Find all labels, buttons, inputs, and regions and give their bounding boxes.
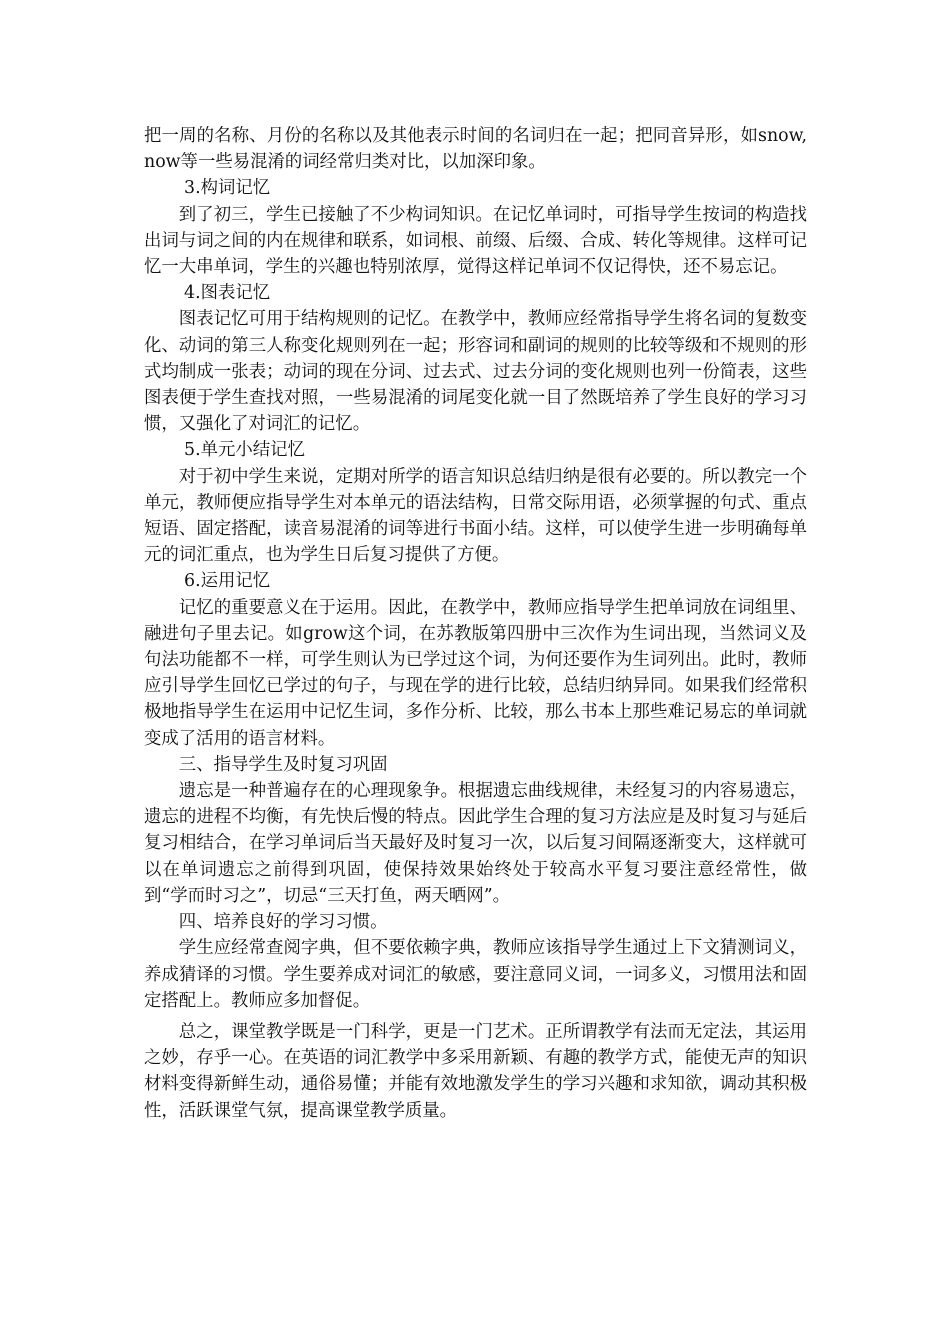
- heading-word-formation-memory: 3.构词记忆: [184, 178, 271, 199]
- heading-chart-memory: 4.图表记忆: [184, 283, 271, 304]
- paragraph-word-formation: 到了初三，学生已接触了不少构词知识。在记忆单词时，可指导学生按词的构造找出词与词之间的内在规律和联系，如词根、前缀、后缀、合成、转化等规律。这样可记忆一大串单词，学生的兴趣也特别浓厚，觉得这样记单词不仅记得快，还不易忘记。: [144, 204, 807, 278]
- paragraph-habits: 学生应经常查阅字典，但不要依赖字典，教师应该指导学生通过上下文猜测词义，养成猜译的习惯。学生要养成对词汇的敏感，要注意同义词，一词多义，习惯用法和固定搭配上。教师应多加督促。: [144, 938, 807, 1011]
- section-heading-habits: 四、培养良好的学习习惯。: [178, 912, 388, 933]
- paragraph-review: 遗忘是一种普遍存在的心理现象争。根据遗忘曲线规律，未经复习的内容易遗忘，遗忘的进程不均衡，有先快后慢的特点。因此学生合理的复习方法应是及时复习与延后复习相结合，在学习单词后当天最好及时复习一次，以后复习间隔逐渐变大，这样就可以在单词遗忘之前得到巩固，使保持效果始终处于较高水平复习要注意经常性，做到“学而时习之”，切忌“三天打鱼，两天晒网”。: [144, 781, 807, 906]
- heading-unit-summary-memory: 5.单元小结记忆: [184, 440, 305, 461]
- document-page: [144, 123, 807, 1124]
- section-heading-review: 三、指导学生及时复习巩固: [178, 754, 388, 775]
- paragraph-conclusion: 总之，课堂教学既是一门科学，更是一门艺术。正所谓教学有法而无定法，其运用之妙，存乎一心。在英语的词汇教学中多采用新颖、有趣的教学方式，能使无声的知识材料变得新鲜生动，通俗易懂；并能有效地激发学生的学习兴趣和求知欲，调动其积极性，活跃课堂气氛，提高课堂教学质量。: [144, 1021, 807, 1121]
- heading-usage-memory: 6.运用记忆: [184, 571, 271, 592]
- paragraph-chart-memory: 图表记忆可用于结构规则的记忆。在教学中，教师应经常指导学生将名词的复数变化、动词的第三人称变化规则列在一起；形容词和副词的规则的比较等级和不规则的形式均制成一张表；动词的现在分词、过去式、过去分词的变化规则也列一份简表，这些图表便于学生查找对照，一些易混淆的词尾变化就一目了然既培养了学生良好的学习习惯，又强化了对词汇的记忆。: [144, 309, 807, 435]
- paragraph-usage-memory: 记忆的重要意义在于运用。因此，在教学中，教师应指导学生把单词放在词组里、融进句子里去记。如grow这个词，在苏教版第四册中三次作为生词出现，当然词义及句法功能都不一样，可学生则认为已学过这个词，为何还要作为生词列出。此时，教师应引导学生回忆已学过的句子，与现在学的进行比较，总结归纳异同。如果我们经常积极地指导学生在运用中记忆生词，多作分析、比较，那么书本上那些难记易忘的单词就变成了活用的语言材料。: [144, 597, 807, 749]
- paragraph-unit-summary: 对于初中学生来说，定期对所学的语言知识总结归纳是很有必要的。所以教完一个单元，教师便应指导学生对本单元的语法结构，日常交际用语，必须掌握的句式、重点短语、固定搭配，读音易混淆的词等进行书面小结。这样，可以使学生进一步明确每单元的词汇重点，也为学生日后复习提供了方便。: [144, 466, 807, 566]
- paragraph-continuation: 把一周的名称、月份的名称以及其他表示时间的名词归在一起；把同音异形，如snow, now等一些易混淆的词经常归类对比，以加深印象。: [144, 126, 807, 173]
